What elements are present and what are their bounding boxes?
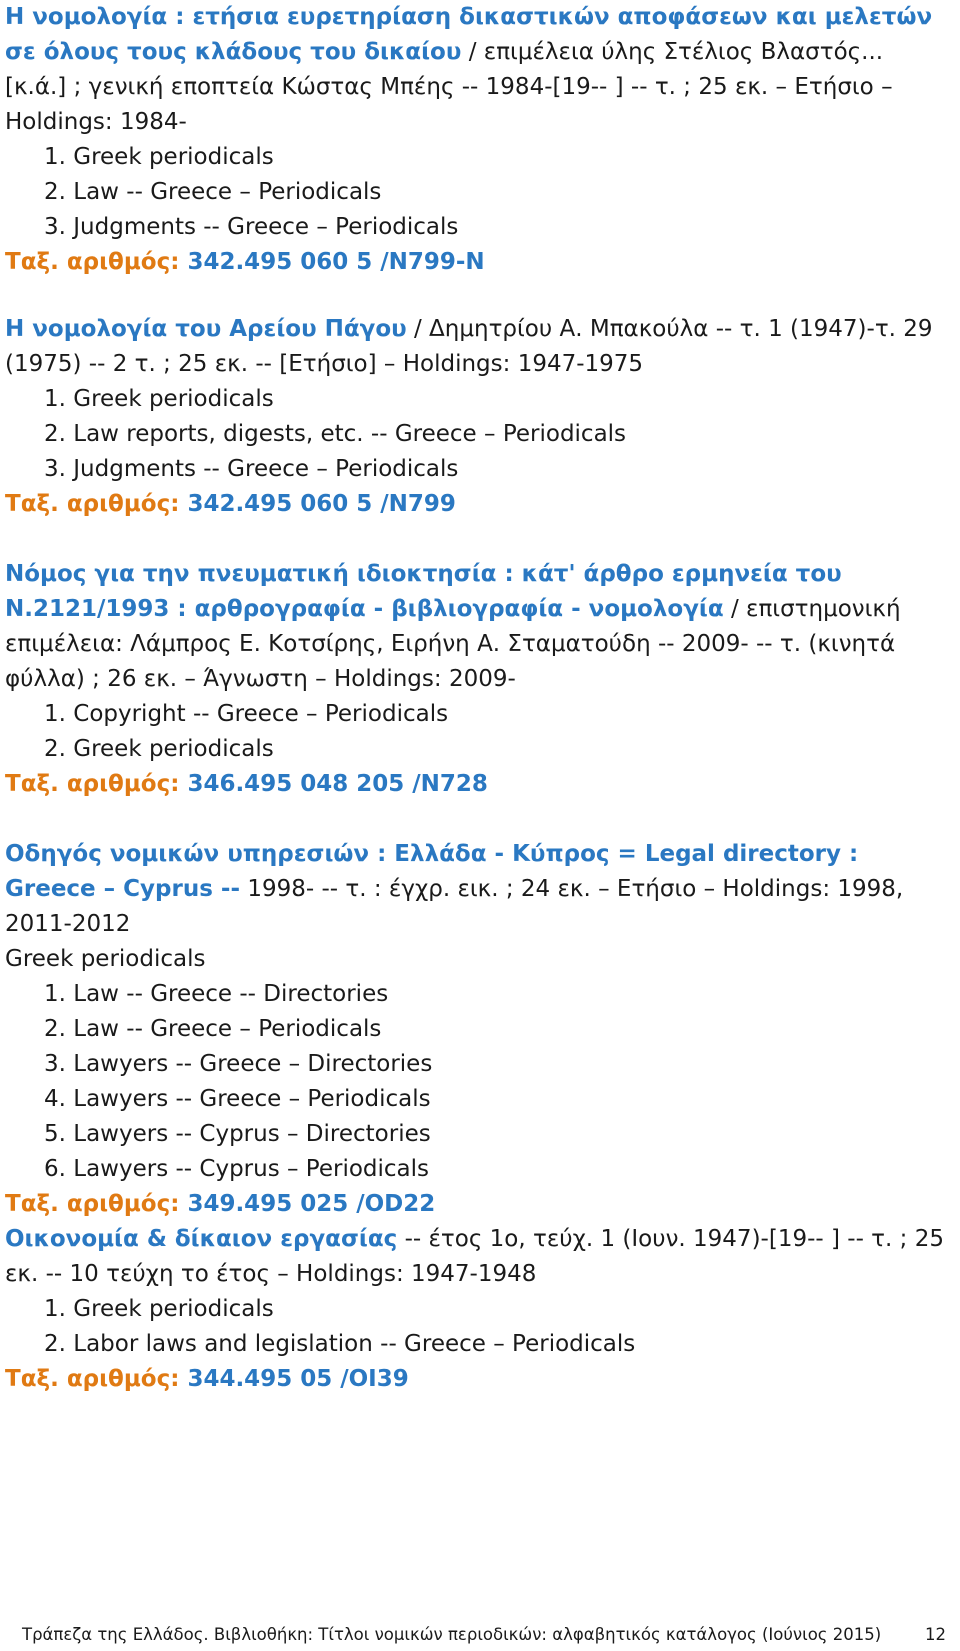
call-number-line	[5, 767, 950, 802]
call-number-line	[5, 1362, 950, 1397]
catalog-entry-5	[5, 1222, 950, 1397]
entry-heading	[5, 312, 950, 382]
entry-title: Νόμος για την πνευματική ιδιοκτησία : κάτ' άρθρο ερμηνεία του Ν.2121/1993 : αρθρογραφία - βιβλιογραφία - νομολογία	[5, 561, 842, 622]
subject-list	[5, 697, 950, 767]
call-number: 346.495 048 205 /N728	[187, 771, 488, 797]
call-number-label: Ταξ. αριθμός:	[5, 491, 180, 517]
entry-heading	[5, 1222, 950, 1292]
subject-item: 6. Lawyers -- Cyprus – Periodicals	[44, 1156, 430, 1182]
subject-item: 4. Lawyers -- Greece – Periodicals	[44, 1086, 431, 1112]
entry-description: / Δημητρίου Α. Μπακούλα -- τ. 1 (1947)-τ. 29 (1975) -- 2 τ. ; 25 εκ. -- [Ετήσιο] – Holdings: 1947-1975	[5, 316, 933, 377]
page-number: 12	[925, 1625, 946, 1644]
entry-title: Οδηγός νομικών υπηρεσιών : Ελλάδα - Κύπρος = Legal directory : Greece – Cyprus --	[5, 841, 859, 902]
catalog-entry-1	[5, 0, 950, 280]
entry-description: / επιμέλεια ύλης Στέλιος Βλαστός... [κ.ά.] ; γενική εποπτεία Κώστας Μπέης -- 1984-[19-- ] -- τ. ; 25 εκ. – Ετήσιο – Holdings: 1984-	[5, 39, 893, 135]
subject-item: 3. Judgments -- Greece – Periodicals	[44, 456, 459, 482]
subject-item: 2. Law -- Greece – Periodicals	[44, 1016, 382, 1042]
entry-title: Οικονομία & δίκαιον εργασίας	[5, 1226, 398, 1252]
entry-extra-line: Greek periodicals	[5, 946, 206, 972]
call-number: 344.495 05 /OI39	[187, 1366, 409, 1392]
subject-item: 3. Lawyers -- Greece – Directories	[44, 1051, 433, 1077]
entry-description: -- έτος 1ο, τεύχ. 1 (Ιουν. 1947)-[19-- ] -- τ. ; 25 εκ. -- 10 τεύχη το έτος – Holdings: 1947-1948	[5, 1226, 944, 1287]
entry-heading	[5, 557, 950, 697]
call-number-label: Ταξ. αριθμός:	[5, 249, 180, 275]
catalog-entry-2	[5, 312, 950, 522]
call-number-line	[5, 1187, 950, 1222]
subject-item: 5. Lawyers -- Cyprus – Directories	[44, 1121, 431, 1147]
catalog-entry-3	[5, 557, 950, 802]
entry-description: 1998- -- τ. : έγχρ. εικ. ; 24 εκ. – Ετήσιο – Holdings: 1998, 2011-2012	[5, 876, 904, 937]
subject-list	[5, 382, 950, 487]
entry-heading	[5, 837, 950, 942]
call-number: 342.495 060 5 /N799	[187, 491, 456, 517]
subject-item: 2. Law -- Greece – Periodicals	[44, 179, 382, 205]
call-number-label: Ταξ. αριθμός:	[5, 1366, 180, 1392]
call-number-line	[5, 487, 950, 522]
call-number-line	[5, 245, 950, 280]
call-number-label: Ταξ. αριθμός:	[5, 771, 180, 797]
page-footer	[22, 1625, 946, 1645]
subject-item: 3. Judgments -- Greece – Periodicals	[44, 214, 459, 240]
catalog-entry-4	[5, 837, 950, 1222]
entry-title: Η νομολογία : ετήσια ευρετηρίαση δικαστικών αποφάσεων και μελετών σε όλους τους κλάδους του δικαίου	[5, 4, 933, 65]
subject-item: 2. Law reports, digests, etc. -- Greece – Periodicals	[44, 421, 627, 447]
subject-item: 1. Greek periodicals	[44, 144, 274, 170]
call-number: 349.495 025 /OD22	[187, 1191, 436, 1217]
entry-heading	[5, 0, 950, 140]
subject-list	[5, 140, 950, 245]
subject-item: 1. Greek periodicals	[44, 386, 274, 412]
call-number: 342.495 060 5 /N799-N	[187, 249, 485, 275]
subject-item: 2. Greek periodicals	[44, 736, 274, 762]
subject-list	[5, 977, 950, 1187]
subject-item: 1. Greek periodicals	[44, 1296, 274, 1322]
subject-item: 2. Labor laws and legislation -- Greece – Periodicals	[44, 1331, 636, 1357]
subject-item: 1. Law -- Greece -- Directories	[44, 981, 389, 1007]
footer-text: Τράπεζα της Ελλάδος. Βιβλιοθήκη: Τίτλοι νομικών περιοδικών: αλφαβητικός κατάλογος (Ιούνιος 2015)	[22, 1625, 882, 1644]
entry-description: / επιστημονική επιμέλεια: Λάμπρος Ε. Κοτσίρης, Ειρήνη Α. Σταματούδη -- 2009- -- τ. (κινητά φύλλα) ; 26 εκ. – Άγνωστη – Holdings: 2009-	[5, 596, 901, 692]
call-number-label: Ταξ. αριθμός:	[5, 1191, 180, 1217]
subject-list	[5, 1292, 950, 1362]
subject-item: 1. Copyright -- Greece – Periodicals	[44, 701, 449, 727]
entry-title: Η νομολογία του Αρείου Πάγου	[5, 316, 407, 342]
